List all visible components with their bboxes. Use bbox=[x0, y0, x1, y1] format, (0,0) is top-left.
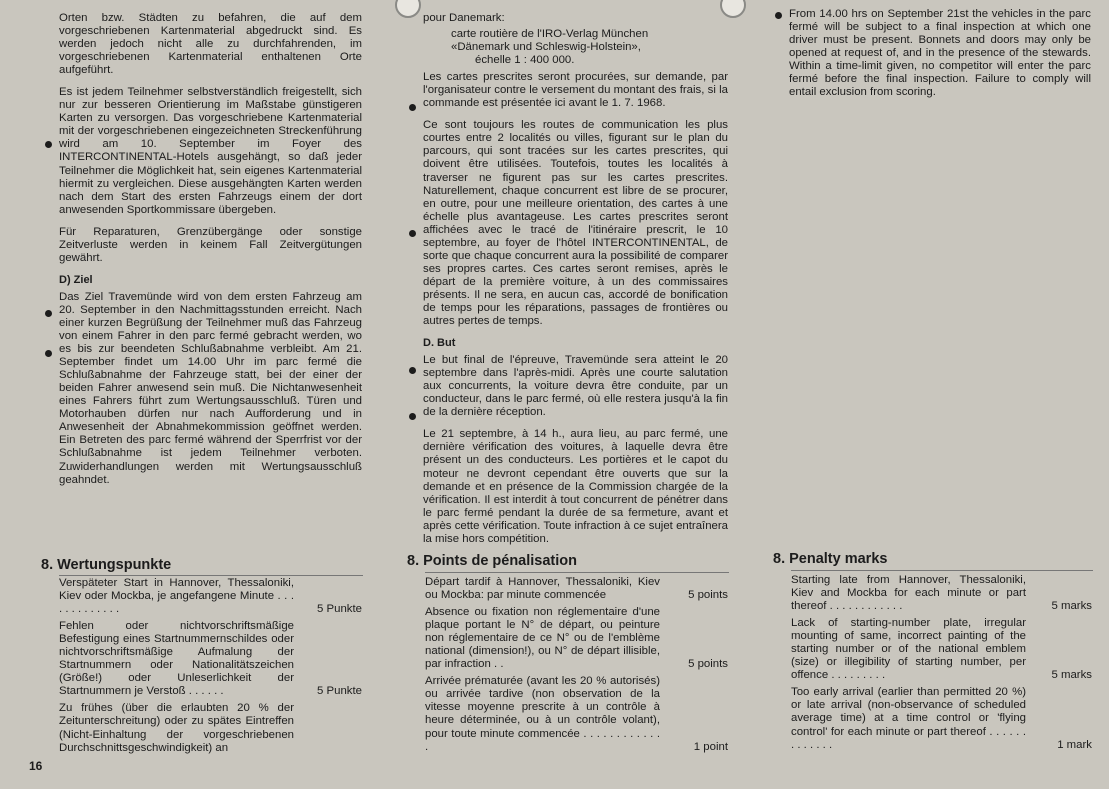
french-heading-but: D. But bbox=[423, 337, 456, 350]
penalty-points: 5 Punkte bbox=[317, 603, 362, 616]
penalty-text: Fehlen oder nichtvorschriftsmäßige Befestigung eines Startnummernschildes oder nichtvorschriftsmäßige Aufmalung der Startnummern oder Nationalitätszeichen (Größe!) oder Unleserlichkeit der Startnummern je Verstoß . . . . . . bbox=[59, 620, 294, 698]
penalty-points: 5 points bbox=[688, 658, 728, 671]
french-column bbox=[423, 12, 728, 555]
penalty-item bbox=[425, 576, 728, 602]
margin-bullet bbox=[409, 367, 416, 374]
french-penalty-list bbox=[425, 576, 728, 758]
german-paragraph-4: Das Ziel Travemünde wird von dem ersten Fahrzeug am 20. September in den Nachmittagsstunden erreicht. Nach einer kurzen Begrüßung der Teilnehmer muß das Fahrzeug von einem Fahrer in den parc fermé gebracht werden, wo es bis zur beendeten Schlußabnahme verbleibt. Am 21. September findet um 14.00 Uhr im parc fermé die Schlußabnahme der Fahrzeuge statt, bei der einer der beiden Fahrer anwesend sein muß. Die Nichtanwesenheit eines Fahrers führt zum Wertungsausschluß. Türen und Motorhauben dürfen nur nach Aufforderung und in Anwesenheit der Abnahmekommission geöffnet werden. Ein Betreten des parc fermé während der Sperrfrist vor der Schlußabnahme ist jedem Teilnehmer verboten. Zuwiderhandlungen werden mit Wertungsausschluß geahndet. bbox=[59, 290, 362, 486]
penalty-text: Too early arrival (earlier than permitted 20 %) or late arrival (non-observance of scheduled average time) at a time control or 'flying control' for each minute or part thereof . . . . . . . . . . . . . bbox=[791, 686, 1026, 751]
binder-ring-left bbox=[395, 0, 421, 18]
penalty-item bbox=[59, 702, 362, 754]
margin-bullet bbox=[45, 141, 52, 148]
section-rule bbox=[791, 570, 1093, 571]
penalty-points: 5 points bbox=[688, 589, 728, 602]
penalty-item bbox=[425, 606, 728, 671]
english-penalty-list bbox=[791, 574, 1092, 756]
margin-bullet bbox=[409, 104, 416, 111]
penalty-points: 5 Punkte bbox=[317, 685, 362, 698]
french-map-line-3: échelle 1 : 400 000. bbox=[475, 54, 575, 67]
penalty-text: Absence ou fixation non réglementaire d'une plaque portant le N° de départ, ou peinture non réglementaire de ce N° ou de l'emblème national (dimension!), ou N° de départ illisible, par infraction . . bbox=[425, 606, 660, 671]
margin-bullet bbox=[409, 230, 416, 237]
section-rule bbox=[425, 572, 729, 573]
penalty-item bbox=[791, 686, 1092, 751]
penalty-item bbox=[59, 620, 362, 698]
penalty-text: Lack of starting-number plate, irregular mounting of same, incorrect painting of the starting number or of the national emblem (size) or illegibility of starting number, per offence . . . . . . . . . bbox=[791, 617, 1026, 682]
penalty-points: 5 marks bbox=[1051, 669, 1092, 682]
german-column bbox=[59, 12, 362, 496]
penalty-item bbox=[791, 617, 1092, 682]
penalty-text: Starting late from Hannover, Thessaloniki, Kiev and Mockba for each minute or part thereof . . . . . . . . . . . . bbox=[791, 574, 1026, 613]
german-heading-ziel: D) Ziel bbox=[59, 273, 93, 286]
margin-bullet bbox=[45, 350, 52, 357]
french-paragraph-2: Les cartes prescrites seront procurées, sur demande, par l'organisateur contre le versement du montant des frais, si la commande est présentée ici avant le 1. 7. 1968. bbox=[423, 71, 728, 110]
margin-bullet bbox=[409, 413, 416, 420]
german-paragraph-3: Für Reparaturen, Grenzübergänge oder sonstige Zeitverluste werden in keinem Fall Zeitvergütungen gewährt. bbox=[59, 225, 362, 264]
section-title-french: 8. Points de pénalisation bbox=[407, 553, 578, 569]
french-paragraph-3: Ce sont toujours les routes de communication les plus courtes entre 2 localités ou villes, figurant sur le plan du parcours, qui sont tracées sur les cartes prescrites, qui doivent être utilisées. Toutefois, toutes les localités à traverser ne figurent pas sur les cartes prescrites. Naturellement, chaque concurrent est libre de se procurer, en outre, pour une meilleure orientation, des cartes à une échelle plus avantageuse. Les cartes prescrites seront affichées avec le tracé de l'itinéraire prescrit, le 10 septembre, au foyer de l'hôtel INTERCONTINENTAL, de sorte que chaque concurrent aura la possibilité de comparer ses propres cartes. Ces cartes seront remises, après le départ de la première voiture, à un des commissaires présents. Il ne sera, en aucun cas, accordé de bonification de temps pour les réparations, passages de frontières ou autres pertes de temps. bbox=[423, 119, 728, 328]
french-map-line-2: «Dänemark und Schleswig-Holstein», bbox=[451, 41, 641, 54]
english-column bbox=[789, 8, 1091, 108]
penalty-item bbox=[425, 675, 728, 753]
penalty-points: 1 point bbox=[693, 740, 728, 753]
margin-bullet bbox=[775, 12, 782, 19]
penalty-points: 5 marks bbox=[1051, 600, 1092, 613]
section-title-english: 8. Penalty marks bbox=[773, 551, 888, 567]
french-paragraph-4: Le but final de l'épreuve, Travemünde sera atteint le 20 septembre dans l'après-midi. Après une courte salutation aux concurrents, la voiture devra être conduite, par un conducteur, dans le parc fermé, où elle restera jusqu'à la fin de la dernière réception. bbox=[423, 354, 728, 419]
penalty-item bbox=[791, 574, 1092, 613]
french-paragraph-1: pour Danemark: bbox=[423, 12, 505, 24]
french-paragraph-5: Le 21 septembre, à 14 h., aura lieu, au parc fermé, une dernière vérification des voitures, à laquelle devra être présent un des conducteurs. Les portières et le capot du moteur ne devront cependant être ouverts que sur la demande et en présence de la Commission chargée de la vérification. Il est interdit à tout concurrent de pénétrer dans le parc fermé pendant la durée de sa fermeture, avant et après cette vérification. Toute infraction à ce sujet entraînera la mise hors compétition. bbox=[423, 428, 728, 545]
penalty-item bbox=[59, 577, 362, 616]
margin-bullet bbox=[45, 310, 52, 317]
english-paragraph-1: From 14.00 hrs on September 21st the vehicles in the parc fermé will be subject to a final inspection at which one driver must be present. Bonnets and doors may only be opened at request of, and in the presence of the stewards. Within a time-limit given, no competitor will enter the parc fermé before the final inspection. Failure to comply will entail exclusion from scoring. bbox=[789, 8, 1091, 99]
penalty-text: Départ tardif à Hannover, Thessaloniki, Kiev ou Mockba: par minute commencée bbox=[425, 576, 660, 602]
penalty-text: Arrivée prématurée (avant les 20 % autorisés) ou arrivée tardive (non observation de la vitesse moyenne prescrite à un contrôle à heure déterminée, ou à un contrôle volant), pour toute minute commencée . . . . . . . . . . . . . bbox=[425, 675, 660, 753]
penalty-text: Zu frühes (über die erlaubten 20 % der Zeitunterschreitung) oder zu spätes Eintreffen (Nicht-Einhaltung der vorgeschriebenen Durchschnittsgeschwindigkeit) an bbox=[59, 702, 294, 754]
page-number: 16 bbox=[29, 759, 43, 773]
german-penalty-list bbox=[59, 577, 362, 759]
german-paragraph-2: Es ist jedem Teilnehmer selbstverständlich freigestellt, sich nur zur besseren Orientierung im Maßstabe günstigeren Karten zu versorgen. Das vorgeschriebene Kartenmaterial mit der vorgeschriebenen eingezeichneten Streckenführung wird am 10. September im Foyer des INTERCONTINENTAL-Hotels ausgehängt, so daß jeder Teilnehmer die Möglichkeit hat, sein eigenes Kartenmaterial hiermit zu vergleichen. Diese ausgehängten Karten werden nach dem Start des ersten Fahrzeugs einem der dort anwesenden Sportkommissare übergeben. bbox=[59, 86, 362, 216]
german-paragraph-1: Orten bzw. Städten zu befahren, die auf dem vorgeschriebenen Kartenmaterial abgedruckt sind. Es werden jedoch nicht alle zu durchfahrenden, im vorgeschriebenen Kartenmaterial enthaltenen Orte aufgeführt. bbox=[59, 12, 362, 77]
french-map-line-1: carte routière de l'IRO-Verlag München bbox=[451, 28, 649, 41]
section-title-german: 8. Wertungspunkte bbox=[41, 557, 172, 573]
penalty-points: 1 mark bbox=[1057, 738, 1092, 751]
section-rule bbox=[59, 575, 363, 576]
penalty-text: Verspäteter Start in Hannover, Thessaloniki, Kiev oder Mockba, je angefangene Minute . . . . . . . . . . . . . bbox=[59, 577, 294, 616]
